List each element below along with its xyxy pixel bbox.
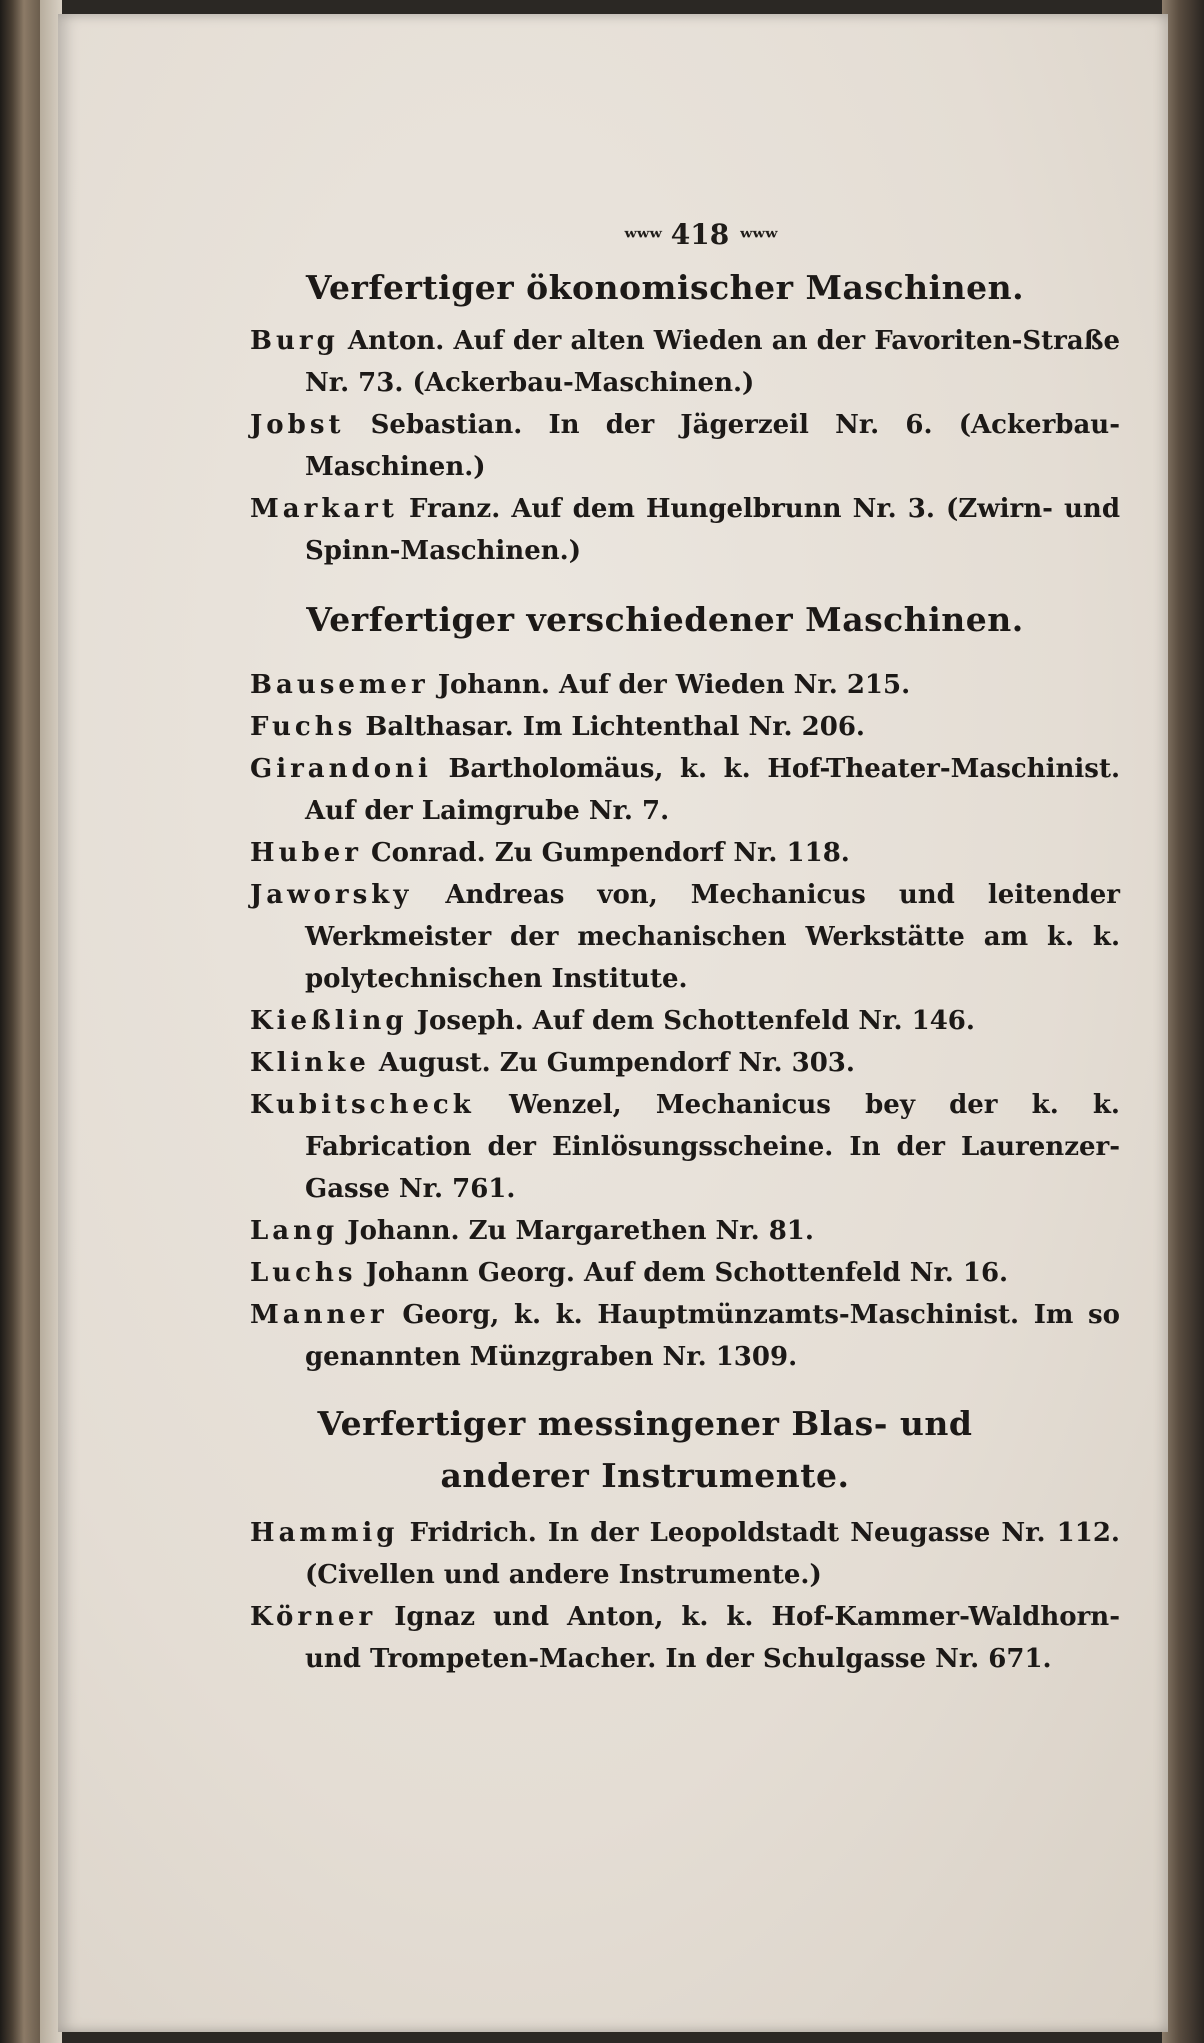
entry-text: Georg, k. k. Hauptmünzamts-Maschinist. Im so genannten Münzgraben Nr. 1309.	[305, 1300, 1120, 1372]
entry-surname: Girandoni	[250, 754, 432, 784]
list-item	[250, 1210, 1120, 1252]
entry-surname: Bausemer	[250, 670, 429, 700]
entry-surname: Fuchs	[250, 712, 357, 742]
section-heading: Verfertiger ökonomischer Maschinen.	[305, 268, 1025, 307]
entry-surname: Burg	[250, 326, 339, 356]
entry-text: Joseph. Auf dem Schottenfeld Nr. 146.	[416, 1006, 975, 1036]
book-right-edge	[1162, 0, 1204, 2043]
list-item	[250, 664, 1120, 706]
list-item	[250, 1294, 1120, 1378]
list-item	[250, 706, 1120, 748]
section-various-machines	[250, 594, 1120, 1378]
entry-surname: Manner	[250, 1300, 388, 1330]
entry-text: Bartholomäus, k. k. Hof-Theater-Maschinist. Auf der Laimgrube Nr. 7.	[305, 754, 1121, 826]
list-item	[250, 488, 1120, 572]
entry-text: Wenzel, Mechanicus bey der k. k. Fabrication der Einlösungsscheine. In der Laurenzer-Gasse Nr. 761.	[305, 1090, 1120, 1204]
entry-text: Johann. Auf der Wieden Nr. 215.	[437, 670, 911, 700]
section-heading: Verfertiger verschiedener Maschinen.	[306, 600, 1024, 639]
list-item	[250, 320, 1120, 404]
entry-surname: Lang	[250, 1216, 339, 1246]
entry-text: Sebastian. In der Jägerzeil Nr. 6. (Ackerbau-Maschinen.)	[305, 410, 1120, 482]
entry-surname: Markart	[250, 494, 398, 524]
list-item	[250, 1000, 1120, 1042]
list-item	[250, 748, 1120, 832]
entry-text: Conrad. Zu Gumpendorf Nr. 118.	[370, 838, 850, 868]
entry-surname: Jobst	[250, 410, 345, 440]
entry-surname: Luchs	[250, 1258, 357, 1288]
entry-surname: Klinke	[250, 1048, 370, 1078]
entry-surname: Körner	[250, 1602, 377, 1632]
entry-text: Fridrich. In der Leopoldstadt Neugasse Nr. 112. (Civellen und andere Instrumente.)	[305, 1518, 1120, 1590]
list-item	[250, 1596, 1120, 1680]
entry-text: Ignaz und Anton, k. k. Hof-Kammer-Waldhorn- und Trompeten-Macher. In der Schulgasse Nr. 671.	[305, 1602, 1120, 1674]
header-ornament-left: ʷʷʷ	[623, 224, 662, 250]
section-brass-instruments	[250, 1398, 1120, 1680]
entry-surname: Kubitscheck	[250, 1090, 475, 1120]
header-ornament-right: ʷʷʷ	[738, 224, 777, 250]
entry-surname: Huber	[250, 838, 362, 868]
section-heading: Verfertiger messingener Blas- und anderer Instrumente.	[317, 1404, 973, 1495]
entry-surname: Kießling	[250, 1006, 408, 1036]
entry-text: Balthasar. Im Lichtenthal Nr. 206.	[365, 712, 865, 742]
entry-text: August. Zu Gumpendorf Nr. 303.	[378, 1048, 855, 1078]
list-item	[250, 1042, 1120, 1084]
list-item	[250, 874, 1120, 1000]
entry-text: Franz. Auf dem Hungelbrunn Nr. 3. (Zwirn- und Spinn-Maschinen.)	[305, 494, 1120, 566]
book-left-edge	[0, 0, 40, 2043]
list-item	[250, 1252, 1120, 1294]
list-item	[250, 404, 1120, 488]
entry-text: Johann. Zu Margarethen Nr. 81.	[347, 1216, 814, 1246]
section-economic-machines	[250, 262, 1120, 572]
page-content	[250, 262, 1120, 1680]
entry-text: Anton. Auf der alten Wieden an der Favoriten-Straße Nr. 73. (Ackerbau-Maschinen.)	[305, 326, 1120, 398]
entry-text: Andreas von, Mechanicus und leitender Werkmeister der mechanischen Werkstätte am k. k. polytechnischen Institute.	[305, 880, 1120, 994]
entry-text: Johann Georg. Auf dem Schottenfeld Nr. 16.	[365, 1258, 1009, 1288]
list-item	[250, 1084, 1120, 1210]
list-item	[250, 1512, 1120, 1596]
entry-surname: Hammig	[250, 1518, 399, 1548]
page-header	[580, 218, 820, 251]
entry-surname: Jaworsky	[250, 880, 413, 910]
list-item	[250, 832, 1120, 874]
page-number: 418	[670, 218, 730, 251]
